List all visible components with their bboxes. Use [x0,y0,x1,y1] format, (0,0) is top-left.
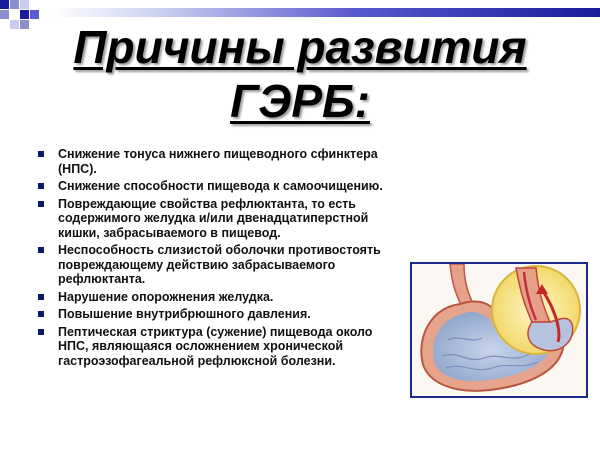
list-item [36,197,394,241]
bullet-square-icon [38,329,44,335]
causes-list [36,147,394,371]
list-item [36,290,394,305]
bullet-square-icon [38,294,44,300]
list-item-text: Снижение способности пищевода к самоочищению. [58,179,383,193]
bullet-square-icon [38,247,44,253]
list-item-text: Неспособность слизистой оболочки противостоять повреждающему действию забрасываемого рефлюктанта. [58,243,381,286]
list-item [36,147,394,176]
list-item-text: Повышение внутрибрюшного давления. [58,307,311,321]
list-item [36,243,394,287]
bullet-square-icon [38,311,44,317]
list-item [36,307,394,322]
bullet-square-icon [38,151,44,157]
bullet-square-icon [38,201,44,207]
list-item-text: Снижение тонуса нижнего пищеводного сфинктера (НПС). [58,147,378,176]
slide-title-line1: Причины развития [73,21,527,73]
bullet-square-icon [38,183,44,189]
list-item-text: Пептическая стриктура (сужение) пищевода около НПС, являющаяся осложнением хронической гастроэзофагеальной рефлюксной болезни. [58,324,373,368]
stomach-illustration-svg [412,264,586,396]
list-item [36,325,394,369]
list-item-text: Повреждающие свойства рефлюктанта, то есть содержимого желудка и/или двенадцатиперстной кишки, забрасываемого в пищевод. [58,196,369,240]
slide-title [0,20,600,128]
stomach-reflux-illustration [410,262,588,398]
header-accent-bar [52,8,600,17]
list-item [36,179,394,194]
slide-title-line2: ГЭРБ: [230,75,370,127]
list-item-text: Нарушение опорожнения желудка. [58,289,274,304]
